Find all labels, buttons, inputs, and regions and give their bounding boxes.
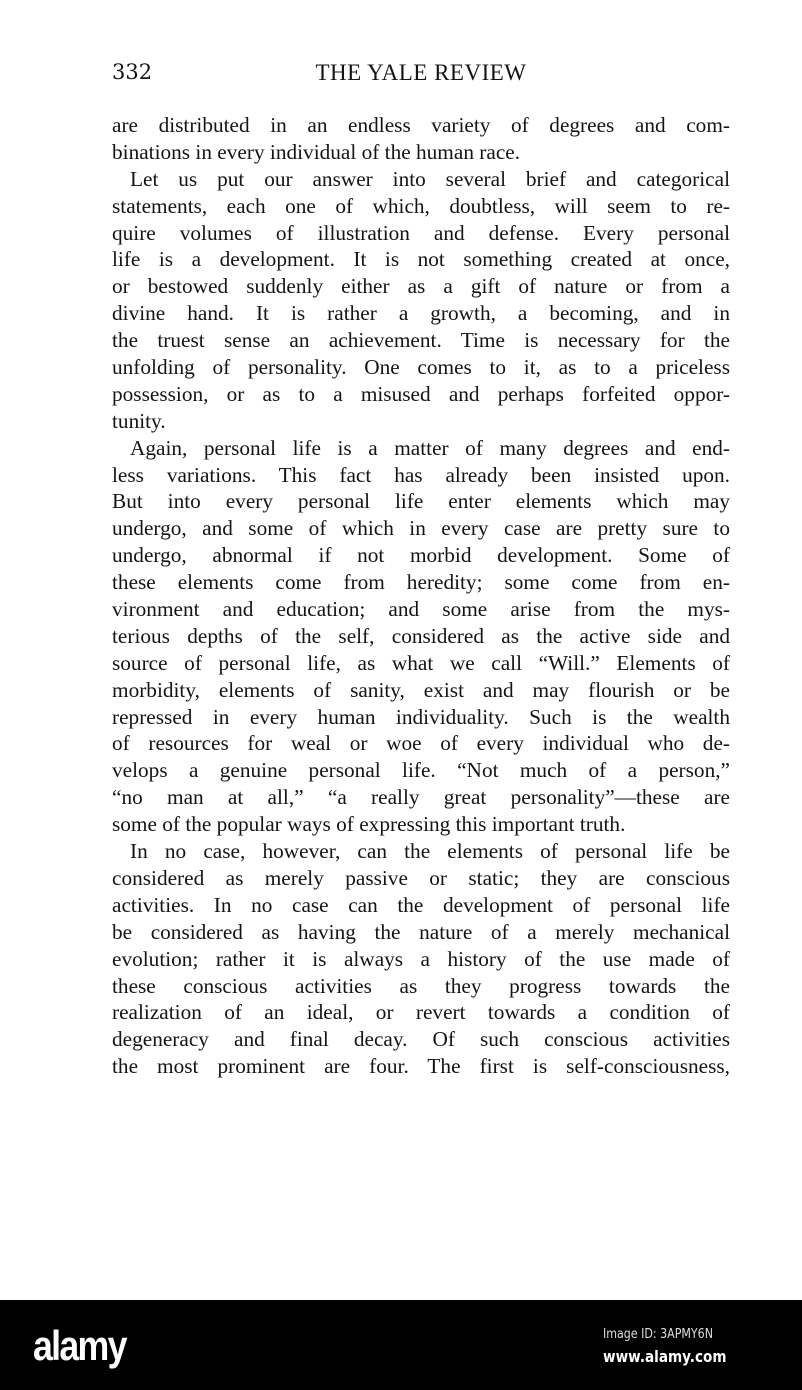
text-line: activities. In no case can the development of personal life bbox=[112, 892, 730, 917]
text-line: In no case, however, can the elements of personal life be bbox=[130, 839, 730, 864]
text-line: repressed in every human individuality. Such is the wealth bbox=[112, 704, 730, 729]
watermark-bar bbox=[0, 1300, 802, 1390]
page-header bbox=[112, 60, 730, 90]
text-line: quire volumes of illustration and defense. Every personal bbox=[112, 220, 730, 245]
text-line: Again, personal life is a matter of many degrees and end- bbox=[130, 435, 730, 460]
text-line: tunity. bbox=[112, 408, 166, 433]
text-line: of resources for weal or woe of every individual who de- bbox=[112, 731, 730, 756]
running-title: THE YALE REVIEW bbox=[315, 60, 527, 85]
text-line: evolution; rather it is always a history of the use made of bbox=[112, 946, 730, 971]
text-line: realization of an ideal, or revert towards a condition of bbox=[112, 1000, 730, 1025]
text-line: vironment and education; and some arise from the mys- bbox=[112, 597, 730, 622]
text-line: the truest sense an achievement. Time is necessary for the bbox=[112, 328, 730, 353]
text-line: terious depths of the self, considered as the active side and bbox=[112, 623, 730, 648]
text-line: morbidity, elements of sanity, exist and may flourish or be bbox=[112, 677, 730, 702]
text-line: these conscious activities as they progress towards the bbox=[112, 973, 730, 998]
watermark-url: www.alamy.com bbox=[603, 1347, 727, 1366]
text-line: But into every personal life enter elements which may bbox=[112, 489, 730, 514]
text-line: or bestowed suddenly either as a gift of nature or from a bbox=[112, 274, 730, 299]
text-line: Let us put our answer into several brief and categorical bbox=[130, 166, 730, 191]
text-line: divine hand. It is rather a growth, a becoming, and in bbox=[112, 301, 730, 326]
text-line: life is a development. It is not something created at once, bbox=[112, 247, 730, 272]
text-line: the most prominent are four. The first is self-consciousness, bbox=[112, 1054, 730, 1079]
text-line: “no man at all,” “a really great personality”—these are bbox=[112, 785, 730, 810]
text-line: source of personal life, as what we call “Will.” Elements of bbox=[112, 650, 730, 675]
text-line: statements, each one of which, doubtless, will seem to re- bbox=[112, 193, 730, 218]
page-number: 332 bbox=[112, 60, 153, 84]
text-line: binations in every individual of the human race. bbox=[112, 139, 521, 164]
text-line: are distributed in an endless variety of degrees and com- bbox=[112, 113, 730, 137]
alamy-logo: alamy bbox=[33, 1322, 126, 1369]
text-line: undergo, and some of which in every case are pretty sure to bbox=[112, 516, 730, 541]
image-id: Image ID: 3APMY6N bbox=[603, 1327, 713, 1342]
text-line: considered as merely passive or static; they are conscious bbox=[112, 865, 730, 890]
text-line: degeneracy and final decay. Of such conscious activities bbox=[112, 1027, 730, 1052]
text-line: undergo, abnormal if not morbid development. Some of bbox=[112, 543, 730, 568]
text-line: some of the popular ways of expressing this important truth. bbox=[112, 812, 626, 837]
body-text bbox=[112, 112, 730, 1080]
text-line: less variations. This fact has already been insisted upon. bbox=[112, 462, 730, 487]
text-line: be considered as having the nature of a merely mechanical bbox=[112, 919, 730, 944]
text-line: unfolding of personality. One comes to it, as to a priceless bbox=[112, 355, 730, 380]
text-line: velops a genuine personal life. “Not much of a person,” bbox=[112, 758, 730, 783]
text-line: these elements come from heredity; some come from en- bbox=[112, 570, 730, 595]
text-line: possession, or as to a misused and perhaps forfeited oppor- bbox=[112, 381, 730, 406]
